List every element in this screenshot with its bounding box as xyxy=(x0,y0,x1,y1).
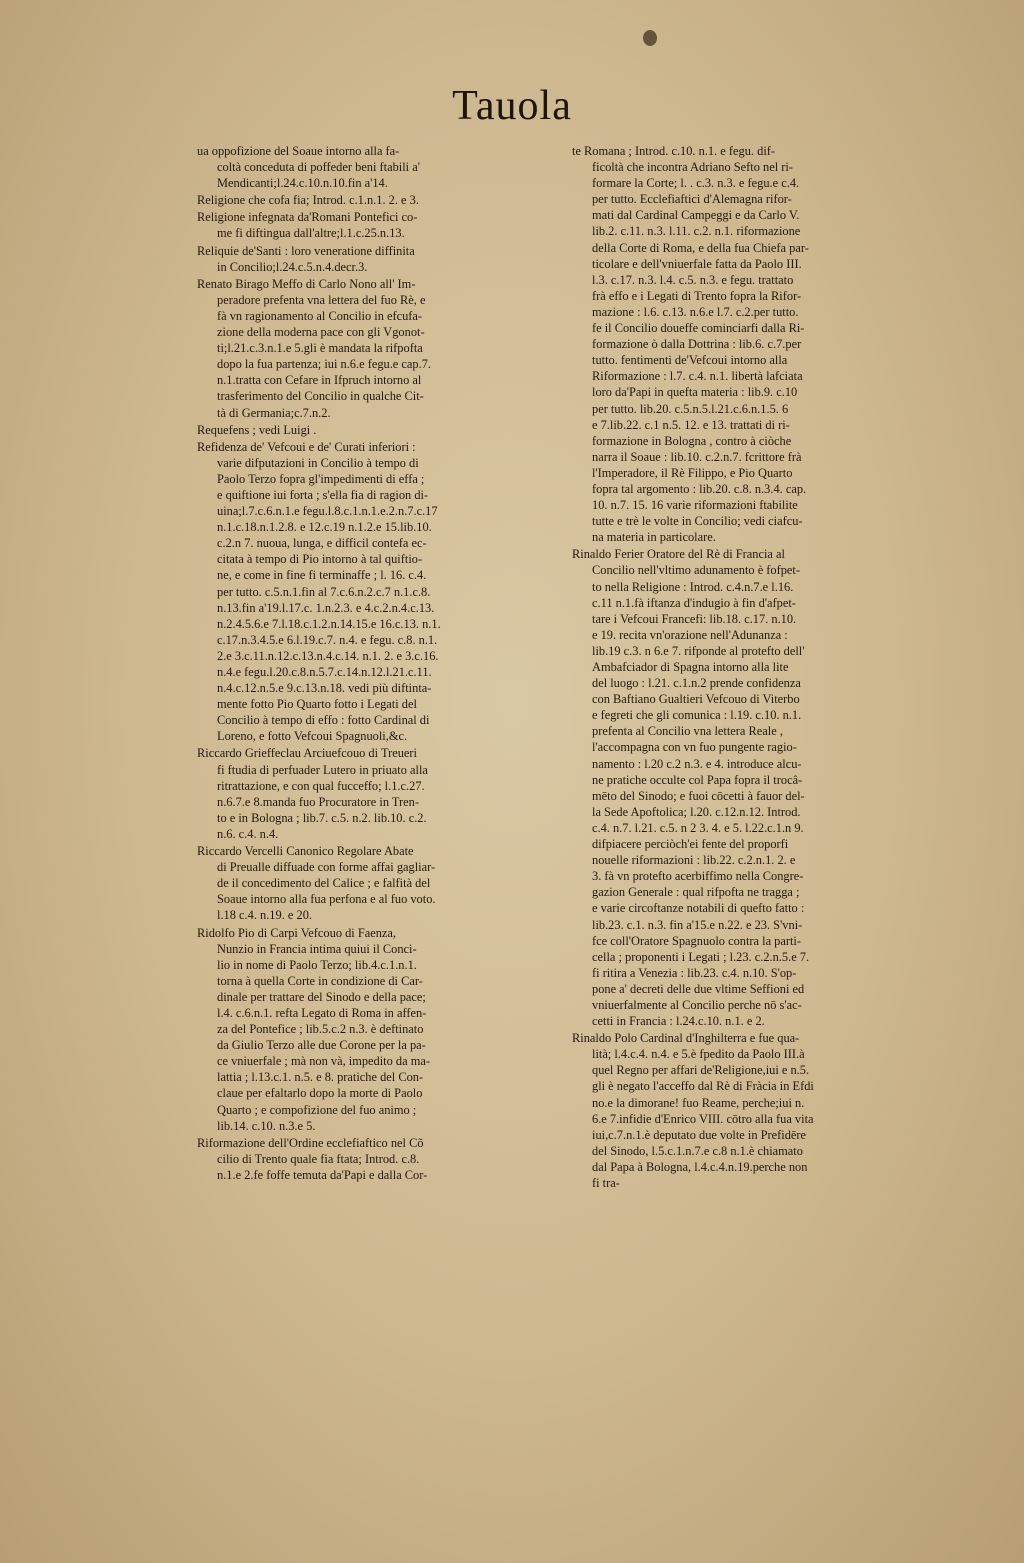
entry-line: n.4.e fegu.l.20.c.8.n.5.7.c.14.n.12.l.21.c.11. xyxy=(217,665,432,679)
entry-line: mati dal Cardinal Campeggi e da Carlo V. xyxy=(592,208,800,223)
entry-line: mente fotto Pio Quarto fotto i Legati del xyxy=(217,697,417,712)
entry-line: to e in Bologna ; lib.7. c.5. n.2. lib.10. c.2. xyxy=(217,810,427,825)
entry-line: uina;l.7.c.6.n.1.e fegu.l.8.c.1.n.1.e.2.n.7.c.17 xyxy=(217,504,438,519)
entry-line: Soaue intorno alla fua perfona e al fuo voto. xyxy=(217,892,436,907)
entry-line: loro da'Papi in quefta materia : lib.9. c.10 xyxy=(592,385,798,400)
entry-line: ti;l.21.c.3.n.1.e 5.gli è mandata la rifpofta xyxy=(217,341,423,356)
entry-line: n.6. c.4. n.4. xyxy=(217,826,279,841)
entry-line: da Giulio Terzo alle due Corone per la pa- xyxy=(217,1038,426,1053)
entry-line: Religione infegnata da'Romani Pontefici co- xyxy=(197,210,418,225)
entry-line: torna à quella Corte in condizione di Car- xyxy=(217,973,423,988)
entry-line: Nunzio in Francia intima quiui il Conci- xyxy=(217,941,417,956)
entry-line: c.2.n 7. nuoua, lunga, e difficil contefa ec- xyxy=(217,536,427,551)
entry-line: n.2.4.5.6.e 7.l.18.c.1.2.n.14.15.e 16.c.13. n.1. xyxy=(217,616,441,631)
entry-line: e quiftione iui forta ; s'ella fia di ragion di- xyxy=(217,487,429,502)
entry-line: dopo la fua partenza; iui n.6.e fegu.e cap.7. xyxy=(217,357,431,372)
entry-line: Loreno, e fotto Vefcoui Spagnuoli,&c. xyxy=(217,729,408,744)
index-entry xyxy=(197,243,527,275)
entry-line: Religione che cofa fia; Introd. c.1.n.1. 2. e 3. xyxy=(197,193,419,208)
entry-line: Reliquie de'Santi : loro veneratione diffinita xyxy=(197,243,415,258)
index-entry xyxy=(197,143,527,191)
entry-line: 3. fà vn protefto acerbiffimo nella Congre- xyxy=(592,869,804,884)
entry-line: del luogo : l.21. c.1.n.2 prende confidenza xyxy=(592,676,801,691)
entry-line: Requefens ; vedi Luigi . xyxy=(197,422,317,437)
entry-line: 10. n.7. 15. 16 varie riformazioni ftabilite xyxy=(592,498,798,513)
entry-line: 2.e 3.c.11.n.12.c.13.n.4.c.14. n.1. 2. e 3.c.16. xyxy=(217,648,439,663)
entry-line: difpiacere perciòch'ei fente del proporfi xyxy=(592,837,789,852)
entry-line: formare la Corte; l. . c.3. n.3. e fegu.e c.4. xyxy=(592,176,800,191)
entry-line: e fegreti che gli comunica : l.19. c.10. n.1. xyxy=(592,708,802,723)
entry-line: tare i Vefcoui Francefi: lib.18. c.17. n.10. xyxy=(592,611,797,626)
index-entry xyxy=(197,276,527,421)
left-column xyxy=(197,143,527,1184)
index-entry xyxy=(197,422,527,438)
entry-line: quel Regno per affari de'Religione,iui e n.5. xyxy=(592,1063,810,1078)
entry-line: c.4. n.7. l.21. c.5. n 2 3. 4. e 5. l.22.c.1.n 9. xyxy=(592,820,804,835)
index-entry xyxy=(197,745,527,842)
entry-line: l.18 c.4. n.19. e 20. xyxy=(217,908,312,923)
entry-line: lità; l.4.c.4. n.4. e 5.è fpedito da Paolo III.à xyxy=(592,1047,805,1062)
entry-line: Riformazione : l.7. c.4. n.1. libertà lafciata xyxy=(592,369,803,384)
entry-line: n.4.c.12.n.5.e 9.c.13.n.18. vedi più diftinta- xyxy=(217,681,432,696)
entry-line: formazione in Bologna , contro à ciòche xyxy=(592,433,792,448)
entry-line: in Concilio;l.24.c.5.n.4.decr.3. xyxy=(217,259,368,274)
entry-line: l'Imperadore, il Rè Filippo, e Pio Quarto xyxy=(592,465,793,480)
page-title: Tauola xyxy=(452,83,572,129)
entry-line: varie difputazioni in Concilio à tempo di xyxy=(217,455,419,470)
entry-line: me fi diftingua dall'altre;l.1.c.25.n.13. xyxy=(217,226,405,241)
entry-line: za del Pontefice ; lib.5.c.2 n.3. è deftinato xyxy=(217,1022,424,1037)
entry-line: Riformazione dell'Ordine ecclefiaftico nel Cõ xyxy=(197,1135,424,1150)
entry-line: 6.e 7.infidie d'Enrico VIII. cōtro alla fua vita xyxy=(592,1111,814,1126)
entry-line: e varie circoftanze notabili di quefto fatto : xyxy=(592,901,805,916)
entry-line: Refidenza de' Vefcoui e de' Curati inferiori : xyxy=(197,439,416,454)
entry-line: lio in nome di Paolo Terzo; lib.4.c.1.n.1. xyxy=(217,957,417,972)
entry-line: namento : l.20 c.2 n.3. e 4. introduce alcu- xyxy=(592,756,802,771)
entry-line: e 7.lib.22. c.1 n.5. 12. e 13. trattati di ri- xyxy=(592,417,790,432)
entry-line: l'accompagna con vn fuo pungente ragio- xyxy=(592,740,797,755)
entry-line: fce coll'Oratore Spagnuolo contra la parti- xyxy=(592,933,802,948)
entry-line: lib.19 c.3. n 6.e 7. rifponde al protefto dell' xyxy=(592,643,805,658)
entry-line: prefenta al Concilio vna lettera Reale , xyxy=(592,724,783,739)
entry-line: Mendicanti;l.24.c.10.n.10.fin a'14. xyxy=(217,176,388,191)
ink-blot xyxy=(643,30,657,46)
entry-line: pone a' decreti delle due vltime Seffioni ed xyxy=(592,981,805,996)
entry-line: tutto. fentimenti de'Vefcoui intorno alla xyxy=(592,353,788,368)
index-entry xyxy=(197,1135,527,1183)
entry-line: con Baftiano Gualtieri Vefcouo di Viterbo xyxy=(592,692,800,707)
entry-line: c.17.n.3.4.5.e 6.l.19.c.7. n.4. e fegu. c.8. n.1. xyxy=(217,632,438,647)
entry-line: Riccardo Grieffeclau Arciuefcouo di Treueri xyxy=(197,746,417,761)
entry-line: na materia in particolare. xyxy=(592,530,716,545)
entry-line: l.3. c.17. n.3. l.4. c.5. n.3. e fegu. trattato xyxy=(592,272,794,287)
entry-line: per tutto. lib.20. c.5.n.5.l.21.c.6.n.1.5. 6 xyxy=(592,401,789,416)
entry-line: ticolare e dell'vniuerfale fatta da Paolo III. xyxy=(592,256,802,271)
entry-line: citata à tempo di Pio intorno à tal quiftio- xyxy=(217,552,423,567)
index-entry xyxy=(197,439,527,745)
entry-line: fe il Concilio doueffe cominciarfi dalla Ri- xyxy=(592,321,805,336)
entry-line: ne, e come in fine fi terminaffe ; l. 16. c.4. xyxy=(217,568,427,583)
index-entry xyxy=(197,209,527,241)
entry-line: ne pratiche occulte col Papa fopra il trocâ- xyxy=(592,772,803,787)
entry-line: tà di Germania;c.7.n.2. xyxy=(217,405,331,420)
entry-line: frà effo e i Legati di Trento fopra la Rifor- xyxy=(592,288,802,303)
entry-line: to nella Religione : Introd. c.4.n.7.e l.16. xyxy=(592,579,794,594)
entry-line: coltà conceduta di poffeder beni ftabili a' xyxy=(217,160,420,175)
entry-line: per tutto. c.5.n.1.fin al 7.c.6.n.2.c.7 n.1.c.8. xyxy=(217,584,431,599)
entry-line: tutte e trè le volte in Concilio; vedi ciafcu- xyxy=(592,514,803,529)
entry-line: Ridolfo Pio di Carpi Vefcouo di Faenza, xyxy=(197,925,397,940)
entry-line: no.e la dimorane! fuo Reame, perche;iui n. xyxy=(592,1095,805,1110)
entry-line: Riccardo Vercelli Canonico Regolare Abate xyxy=(197,844,414,859)
entry-line: Rinaldo Polo Cardinal d'Inghilterra e fue qua- xyxy=(572,1031,800,1046)
entry-line: Renato Birago Meffo di Carlo Nono all' Im- xyxy=(197,276,416,291)
entry-line: lattia ; l.13.c.1. n.5. e 8. pratiche del Con- xyxy=(217,1070,424,1085)
index-entry xyxy=(572,546,906,1029)
entry-line: peradore prefenta vna lettera del fuo Rè, e xyxy=(217,292,426,307)
entry-line: fà vn ragionamento al Concilio in efcufa- xyxy=(217,308,423,323)
index-entry xyxy=(572,143,906,545)
entry-line: della Corte di Roma, e della fua Chiefa par- xyxy=(592,240,809,255)
entry-line: per tutto. Ecclefiaftici d'Alemagna rifor- xyxy=(592,192,792,207)
entry-line: ce vniuerfale ; mà non và, impedito da ma- xyxy=(217,1054,430,1069)
entry-line: ua oppofizione del Soaue intorno alla fa- xyxy=(197,144,400,158)
entry-line: Quarto ; e compofizione del fuo animo ; xyxy=(217,1102,417,1117)
entry-line: te Romana ; Introd. c.10. n.1. e fegu. dif- xyxy=(572,144,776,158)
entry-line: la Sede Apoftolica; l.20. c.12.n.12. Introd. xyxy=(592,804,801,819)
entry-line: cetti in Francia : l.24.c.10. n.1. e 2. xyxy=(592,1014,765,1029)
entry-line: zione della moderna pace con gli Vgonot- xyxy=(217,325,425,340)
entry-line: di Preualle diffuade con forme affai gagliar- xyxy=(217,860,436,875)
entry-line: l.4. c.6.n.1. refta Legato di Roma in affen- xyxy=(217,1005,427,1020)
entry-line: n.6.7.e 8.manda fuo Procuratore in Tren- xyxy=(217,794,419,809)
entry-line: fopra tal argomento : lib.20. c.8. n.3.4. cap. xyxy=(592,481,807,496)
entry-line: dinale per trattare del Sinodo e della pace; xyxy=(217,989,426,1004)
entry-line: e 19. recita vn'orazione nell'Adunanza : xyxy=(592,627,788,642)
entry-line: gli è negato l'acceffo dal Rè di Fràcia in Efdi xyxy=(592,1079,814,1094)
entry-line: ritrattazione, e con qual fucceffo; l.1.c.27. xyxy=(217,778,425,793)
entry-line: fi ritira a Venezia : lib.23. c.4. n.10. S'op- xyxy=(592,965,797,980)
entry-line: mazione : l.6. c.13. n.6.e l.7. c.2.per tutto. xyxy=(592,304,799,319)
entry-line: lib.2. c.11. n.3. l.11. c.2. n.1. riformazione xyxy=(592,224,801,239)
entry-line: iui,c.7.n.1.è deputato due volte in Prefidēre xyxy=(592,1127,807,1142)
right-column xyxy=(572,143,906,1192)
entry-line: n.1.e 2.fe foffe temuta da'Papi e dalla Cor- xyxy=(217,1167,428,1182)
entry-line: ficoltà che incontra Adriano Sefto nel ri- xyxy=(592,160,793,175)
entry-line: de il concedimento del Calice ; e falfità del xyxy=(217,876,431,891)
entry-line: Concilio à tempo di effo : fotto Cardinal di xyxy=(217,713,430,728)
entry-line: del Sinodo, l.5.c.1.n.7.e c.8 n.1.è chiamato xyxy=(592,1143,803,1158)
entry-line: narra il Soaue : lib.10. c.2.n.7. fcrittore frà xyxy=(592,449,802,464)
entry-line: Concilio nell'vltimo adunamento è fofpet- xyxy=(592,563,801,578)
entry-line: fi tra- xyxy=(592,1176,620,1190)
entry-line: cella ; proponenti i Legati ; l.23. c.2.n.5.e 7. xyxy=(592,949,810,964)
entry-line: mēto del Sinodo; e fuoi cōcetti à fauor del- xyxy=(592,788,805,803)
entry-line: gazion Generale : qual rifpofta ne tragga ; xyxy=(592,885,800,900)
entry-line: vniuerfalmente al Concilio perche nō s'ac- xyxy=(592,997,802,1012)
entry-line: n.1.tratta con Cefare in Ifpruch intorno al xyxy=(217,373,422,388)
entry-line: Rinaldo Ferier Oratore del Rè di Francia al xyxy=(572,547,785,562)
index-entry xyxy=(197,192,527,208)
index-entry xyxy=(572,1030,906,1191)
entry-line: cilio di Trento quale fia ftata; Introd. c.8. xyxy=(217,1151,420,1166)
entry-line: Paolo Terzo fopra gl'impedimenti di effa ; xyxy=(217,471,425,486)
entry-line: n.1.c.18.n.1.2.8. e 12.c.19 n.1.2.e 15.lib.10. xyxy=(217,520,432,535)
entry-line: c.11 n.1.fà iftanza d'indugio à fin d'afpet- xyxy=(592,595,796,610)
index-entry xyxy=(197,843,527,923)
index-entry xyxy=(197,925,527,1134)
entry-line: dal Papa à Bologna, l.4.c.4.n.19.perche non xyxy=(592,1159,808,1174)
entry-line: lib.23. c.1. n.3. fin a'15.e n.22. e 23. S'vni- xyxy=(592,917,803,932)
entry-line: formazione ò dalla Dottrina : lib.6. c.7.per xyxy=(592,337,802,352)
entry-line: Ambafciador di Spagna intorno alla lite xyxy=(592,660,789,674)
entry-line: claue per efaltarlo dopo la morte di Paolo xyxy=(217,1086,423,1101)
entry-line: lib.14. c.10. n.3.e 5. xyxy=(217,1118,316,1133)
entry-line: trasferimento del Concilio in qualche Cit- xyxy=(217,389,424,404)
entry-line: n.13.fin a'19.l.17.c. 1.n.2.3. e 4.c.2.n.4.c.13. xyxy=(217,600,435,615)
entry-line: fi ftudia di perfuader Lutero in priuato alla xyxy=(217,762,428,777)
entry-line: nouelle riformazioni : lib.22. c.2.n.1. 2. e xyxy=(592,853,796,868)
